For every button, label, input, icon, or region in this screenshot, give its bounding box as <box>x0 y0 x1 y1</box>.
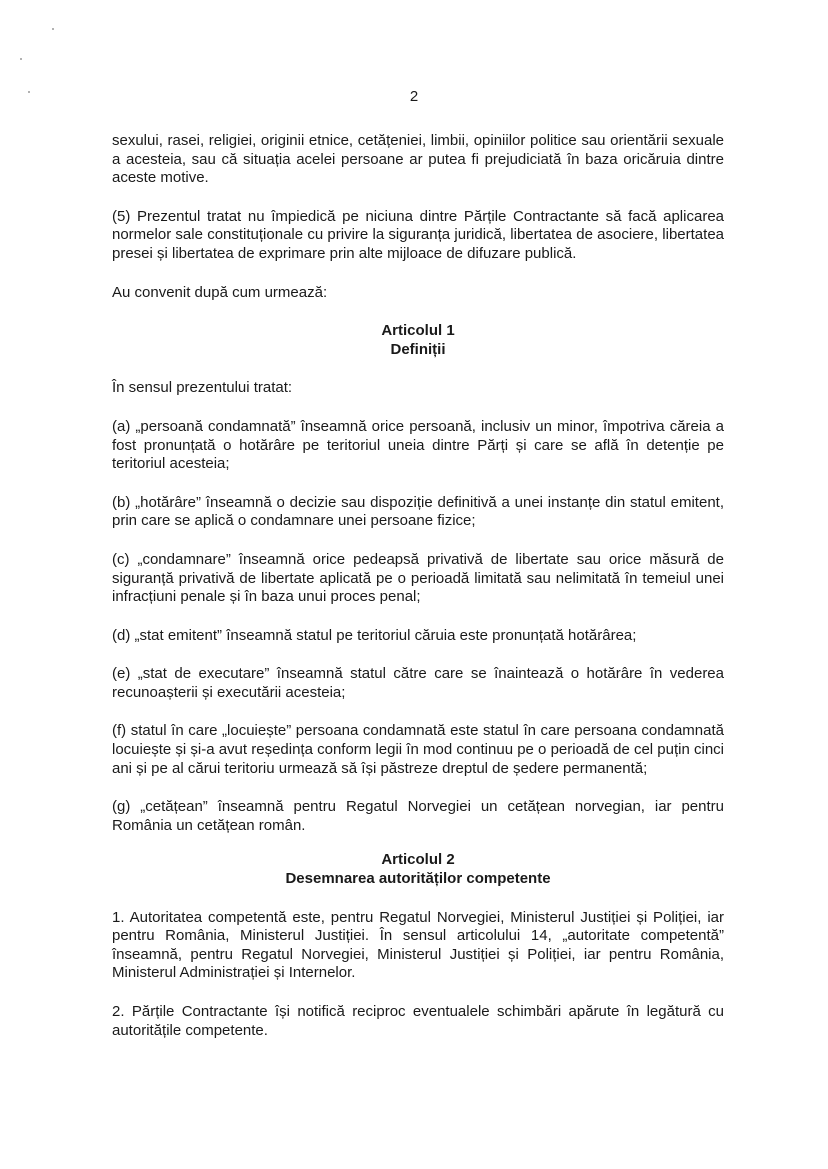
continuation-paragraph: sexului, rasei, religiei, originii etnice, cetățeniei, limbii, opiniilor politice sau orientării sexuale a acesteia, sau că situația acelei persoane ar putea fi prejudiciată în baza oricăruia dintre aceste motive. <box>112 132 724 187</box>
article-2-number: Articolul 2 <box>381 851 455 869</box>
article-2-item-1: 1. Autoritatea competentă este, pentru Regatul Norvegiei, Ministerul Justiției și Poliției, iar pentru România, Ministerul Justiției. În sensul articolului 14, „autoritate competentă” înseamnă, pentru Regatul Norvegiei, Ministerul Justiției și Poliției, iar pentru România, Ministerul Administrației și Internelor. <box>112 908 724 982</box>
definition-f: (f) statul în care „locuiește” persoana condamnată este statul în care persoana condamnată locuiește și și-a avut reședința conform legii în mod continuu pe o perioadă de cel puțin cinci ani și pe al cărui teritoriu urmează să își păstreze dreptul de ședere permanentă; <box>112 722 725 777</box>
definition-c: (c) „condamnare” înseamnă orice pedeapsă privativă de libertate sau orice măsură de siguranță privativă de libertate aplicată pe o perioadă limitată sau nelimitată în temeiul unei infracțiuni penale și în baza unui proces penal; <box>112 550 724 606</box>
definition-g: (g) „cetățean” înseamnă pentru Regatul Norvegiei un cetățean norvegian, iar pentru România un cetățean român. <box>112 798 724 834</box>
definition-a: (a) „persoană condamnată” înseamnă orice persoană, inclusiv un minor, împotriva căreia a fost pronunțată o hotărâre pe teritoriul uneia dintre Părți și care se află în detenție pe teritoriul acesteia; <box>112 417 724 473</box>
article-1-lead: În sensul prezentului tratat: <box>112 379 293 397</box>
article-1-title: Definiții <box>390 340 446 358</box>
article-1-number: Articolul 1 <box>381 322 455 340</box>
article-2-item-2: 2. Părțile Contractante își notifică reciproc eventualele schimbări apărute în legătură cu autoritățile competente. <box>112 1003 724 1039</box>
article-2-title: Desemnarea autorităților competente <box>285 870 551 888</box>
page-number: 2 <box>409 88 419 105</box>
article-2-heading <box>112 851 724 888</box>
definition-d: (d) „stat emitent” înseamnă statul pe teritoriul căruia este pronunțată hotărârea; <box>112 626 637 644</box>
scan-speck <box>20 58 22 60</box>
agreement-statement: Au convenit după cum urmează: <box>112 283 328 301</box>
article-1-heading <box>112 322 724 359</box>
paragraph-5: (5) Prezentul tratat nu împiedică pe niciuna dintre Părțile Contractante să facă aplicarea normelor sale constituționale cu privire la siguranța juridică, libertatea de asociere, libertatea presei și libertatea de exprimare prin alte mijloace de difuzare publică. <box>112 207 724 262</box>
document-body <box>112 132 724 1060</box>
definition-e: (e) „stat de executare” înseamnă statul către care se înaintează o hotărâre în vederea recunoașterii și executării acesteia; <box>112 665 724 701</box>
scan-speck <box>52 28 54 30</box>
definition-b: (b) „hotărâre” înseamnă o decizie sau dispoziție definitivă a unei instanțe din statul emitent, prin care se aplică o condamnare unei persoane fizice; <box>112 493 724 530</box>
